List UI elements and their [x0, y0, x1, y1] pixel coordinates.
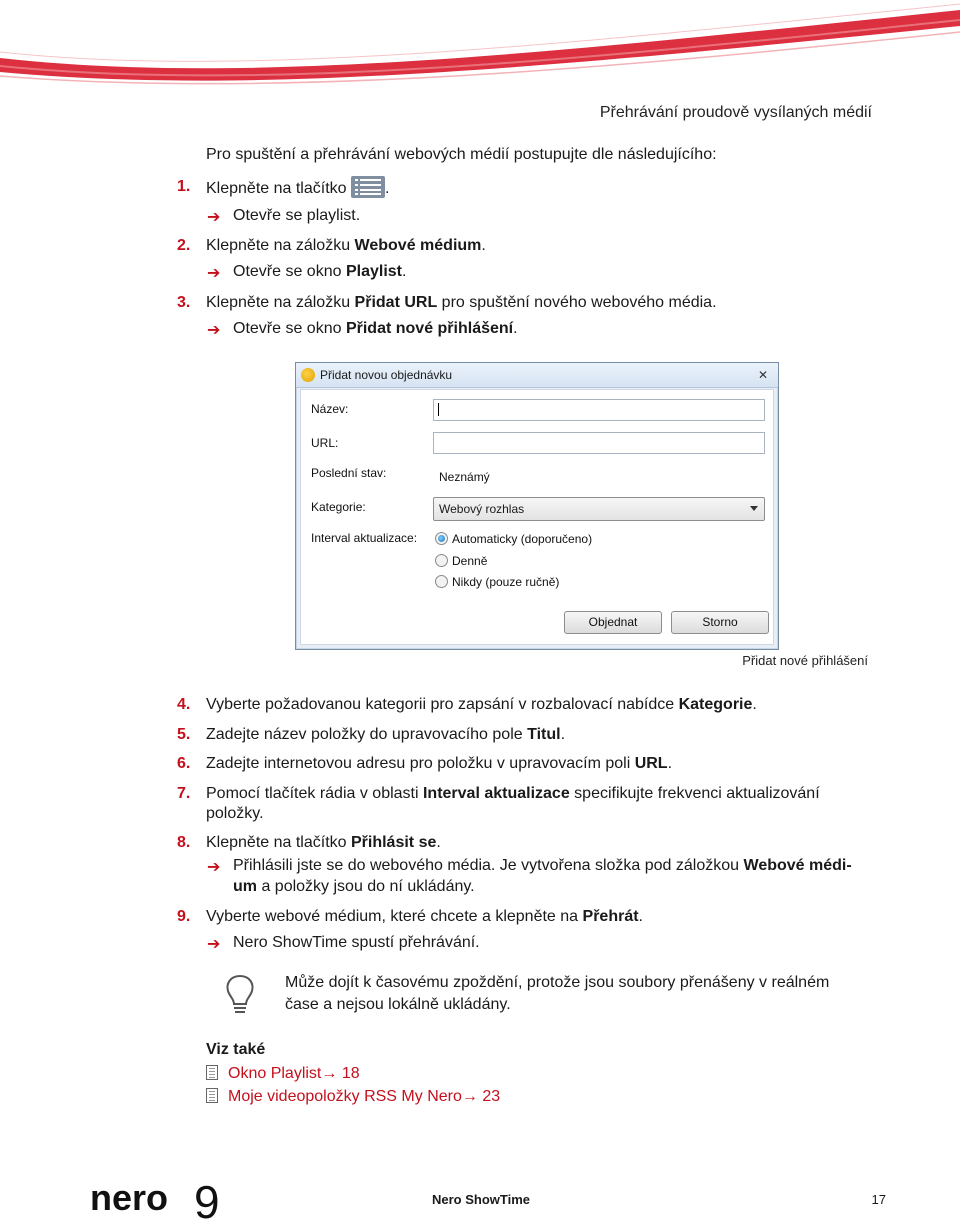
link-arrow-icon: →: [321, 1065, 338, 1082]
url-label: URL:: [311, 436, 339, 450]
see-also-link[interactable]: Moje videopoložky RSS My Nero: [228, 1088, 462, 1105]
radio-never-label: Nikdy (pouze ručně): [452, 575, 560, 589]
step-number: 4.: [177, 696, 191, 713]
radio-automatic-label: Automaticky (doporučeno): [452, 532, 593, 546]
result-arrow-icon: ➔: [207, 859, 221, 876]
status-value: Neznámý: [439, 470, 490, 484]
step-text: Klepněte na tlačítko .: [206, 176, 389, 200]
step-number: 3.: [177, 294, 191, 311]
link-arrow-icon: →: [461, 1088, 478, 1105]
url-field[interactable]: [433, 432, 765, 454]
step-number: 2.: [177, 237, 191, 254]
app-icon: [301, 368, 315, 382]
category-label: Kategorie:: [311, 500, 366, 514]
step-result: Nero ShowTime spustí přehrávání.: [233, 934, 480, 951]
chevron-down-icon: [750, 506, 758, 511]
see-also-heading: Viz také: [206, 1041, 266, 1058]
result-arrow-icon: ➔: [207, 936, 221, 953]
step-number: 9.: [177, 908, 191, 925]
text-cursor: [438, 403, 439, 416]
status-label: Poslední stav:: [311, 466, 387, 480]
step-text: Klepněte na tlačítko Přihlásit se.: [206, 834, 441, 851]
document-icon: [206, 1065, 218, 1080]
step-result-continued: um a položky jsou do ní ukládány.: [233, 878, 475, 895]
step-result: Přihlásili jste se do webového média. Je vytvořena složka pod záložkou Webové médi-: [233, 857, 852, 874]
result-arrow-icon: ➔: [207, 322, 221, 339]
add-subscription-dialog: [295, 362, 779, 650]
see-also-item[interactable]: [206, 1088, 500, 1106]
nero-9-logo: [90, 1176, 228, 1222]
dialog-title: Přidat novou objednávku: [320, 368, 453, 382]
playlist-icon: [351, 176, 385, 198]
figure-caption: Přidat nové přihlášení: [742, 653, 868, 668]
page-number: 17: [871, 1192, 886, 1207]
step-result: Otevře se playlist.: [233, 207, 361, 224]
see-also-page: 23: [482, 1088, 501, 1105]
see-also-item[interactable]: [206, 1065, 360, 1083]
document-icon: [206, 1088, 218, 1103]
running-head: Přehrávání proudově vysílaných médií: [599, 104, 872, 121]
see-also-page: 18: [341, 1065, 360, 1082]
name-label: Název:: [311, 402, 349, 416]
header-swoosh-decoration: [0, 0, 960, 100]
footer-product-name: Nero ShowTime: [432, 1192, 531, 1207]
radio-daily-label: Denně: [452, 554, 488, 568]
step-number: 8.: [177, 834, 191, 851]
interval-label: Interval aktualizace:: [311, 531, 418, 545]
step-text: Vyberte webové médium, které chcete a klepněte na Přehrát.: [206, 908, 643, 925]
step-number: 7.: [177, 785, 191, 802]
order-button[interactable]: Objednat: [564, 611, 662, 634]
tip-text: Může dojít k časovému zpoždění, protože jsou soubory přenášeny v reálném čase a nejsou lokálně ukládány.: [285, 974, 830, 1013]
category-selected-value: Webový rozhlas: [439, 502, 525, 516]
name-field[interactable]: [433, 399, 765, 421]
step-text: Zadejte název položky do upravovacího pole Titul.: [206, 726, 566, 743]
dialog-titlebar: [296, 363, 778, 388]
result-arrow-icon: ➔: [207, 209, 221, 226]
lightbulb-icon: [218, 970, 262, 1018]
step-number: 5.: [177, 726, 191, 743]
step-result: Otevře se okno Přidat nové přihlášení.: [233, 320, 518, 337]
intro-text: Pro spuštění a přehrávání webových médií postupujte dle následujícího:: [206, 146, 717, 163]
category-select[interactable]: [433, 497, 765, 521]
svg-text:nero: nero: [90, 1177, 169, 1218]
radio-daily[interactable]: [435, 554, 448, 567]
step-text: Klepněte na záložku Přidat URL pro spuštění nového webového média.: [206, 294, 717, 311]
step-number: 6.: [177, 755, 191, 772]
result-arrow-icon: ➔: [207, 265, 221, 282]
step-number: 1.: [177, 178, 191, 195]
radio-never[interactable]: [435, 575, 448, 588]
see-also-link[interactable]: Okno Playlist: [228, 1065, 322, 1082]
step-text: Vyberte požadovanou kategorii pro zapsání v rozbalovací nabídce Kategorie.: [206, 696, 757, 713]
step-text: Pomocí tlačítek rádia v oblasti Interval aktualizace specifikujte frekvenci aktualizování: [206, 785, 820, 802]
dialog-body: [300, 389, 774, 645]
step-text: Klepněte na záložku Webové médium.: [206, 237, 486, 254]
close-icon[interactable]: ✕: [757, 368, 769, 382]
cancel-button[interactable]: Storno: [671, 611, 769, 634]
step-text: Zadejte internetovou adresu pro položku v upravovacím poli URL.: [206, 755, 673, 772]
step-result: Otevře se okno Playlist.: [233, 263, 407, 280]
svg-text:9: 9: [194, 1176, 220, 1222]
radio-automatic[interactable]: [435, 532, 448, 545]
step-text-continued: položky.: [206, 805, 264, 822]
